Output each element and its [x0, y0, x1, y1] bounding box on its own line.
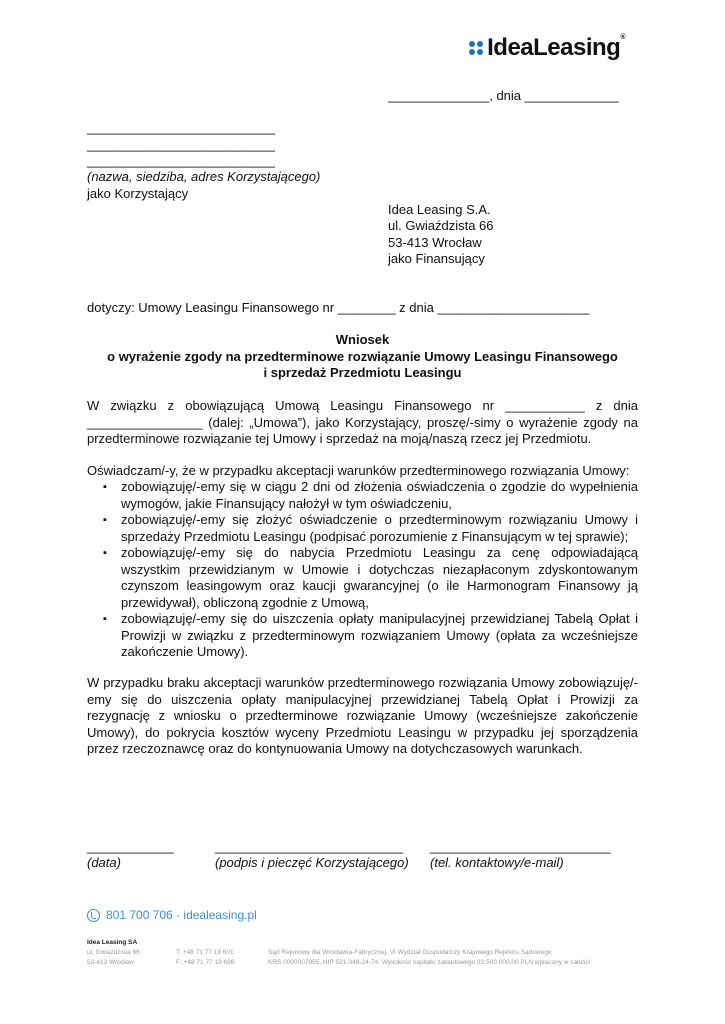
- title-line-3: i sprzedaż Przedmiotu Leasingu: [263, 365, 462, 380]
- footer-address-2: 53-413 Wrocław: [87, 959, 134, 966]
- date-label: (data): [87, 855, 121, 870]
- footer-tel: T: +48 71 77 19 601: [176, 949, 234, 956]
- list-item: ▪ zobowiązuję/-emy się złożyć oświadczenie o przedterminowym rozwiązaniu Umowy i sprzedaży Przedmiotu Leasingu (podpisać porozumienie z Finansującym w tej sprawie);: [87, 512, 638, 545]
- lessee-line-2: __________________________: [87, 137, 275, 152]
- brand-registered-mark: ®: [620, 34, 625, 41]
- footer-company: Idea Leasing SA: [87, 939, 138, 946]
- signature-line: __________________________: [215, 839, 403, 854]
- brand-logo: [469, 34, 625, 62]
- footer-fax: F: +48 71 77 19 696: [176, 959, 235, 966]
- subject-line: dotyczy: Umowy Leasingu Finansowego nr ________ z dnia _____________________: [87, 300, 590, 315]
- footer-company-block: [87, 938, 140, 968]
- signature-label: (podpis i pieczęć Korzystającego): [215, 855, 409, 870]
- footer-contact-text: 801 700 706 · idealeasing.pl: [106, 908, 257, 922]
- footer-krs: KRS 0000007955, NIP 521-348-24-74, Wysokość kapitału zakładowego 23.500.000,00 PLN wpłacony w całości: [268, 959, 591, 966]
- list-item: ▪ zobowiązuję/-emy się do nabycia Przedmiotu Leasingu za cenę odpowiadającą wszystkim przewidzianym w Umowie i dotychczas niezapłaconym zdyskontowanym czynszom leasingowym oraz kaucji gwarancyjnej (o ile Harmonogram Finansowy ją przewidywał), obliczoną zgodnie z Umową,: [87, 545, 638, 611]
- lessee-hint: (nazwa, siedziba, adres Korzystającego): [87, 169, 321, 184]
- declaration-text: Oświadczam/-y, że w przypadku akceptacji warunków przedterminowego rozwiązania Umowy:: [87, 463, 630, 478]
- lessor-role: jako Finansujący: [388, 251, 485, 266]
- lessor-street: ul. Gwiaździsta 66: [388, 218, 494, 233]
- footer-registry-block: [268, 948, 590, 968]
- lessor-name: Idea Leasing S.A.: [388, 202, 491, 217]
- phone-icon: [87, 909, 100, 922]
- place-date-line: ______________, dnia _____________: [388, 88, 619, 103]
- contact-label: (tel. kontaktowy/e-mail): [430, 855, 564, 870]
- obligations-list: [87, 479, 638, 661]
- footer-phone-block: [176, 948, 234, 968]
- contact-signature-line: _________________________: [430, 839, 611, 854]
- closing-paragraph: W przypadku braku akceptacji warunków przedterminowego rozwiązania Umowy zobowiązuję/-emy się do uiszczenia opłaty manipulacyjnej przewidzianej Tabelą Opłat i Prowizji za rezygnację z wniosku o przedterminowe rozwiązanie Umowy (wcześniejsze zakończenie Umowy), do pokrycia kosztów wyceny Przedmiotu Leasingu w przypadku jej sporządzenia przez rzeczoznawcę oraz do kontynuowania Umowy na dotychczasowych warunkach.: [87, 675, 638, 756]
- brand-name: IdeaLeasing: [487, 34, 621, 61]
- lessor-city: 53-413 Wrocław: [388, 235, 482, 250]
- list-item: ▪ zobowiązuję/-emy się w ciągu 2 dni od złożenia oświadczenia o zgodzie do wypełnienia wymogów, jakie Finansujący nałożył w tym oświadczeniu,: [87, 479, 638, 512]
- intro-paragraph: W związku z obowiązującą Umową Leasingu Finansowego nr ___________ z dnia ________________ (dalej: „Umowa”), jako Korzystający, proszę/-simy o wyrażenie zgody na przedterminowe rozwiązanie tej Umowy i sprzedaż na moją/naszą rzecz jej Przedmiotu.: [87, 398, 638, 446]
- lessee-line-3: __________________________: [87, 153, 275, 168]
- footer-contact: [87, 908, 257, 922]
- list-item: ▪ zobowiązuję/-emy się do uiszczenia opłaty manipulacyjnej przewidzianej Tabelą Opłat i Prowizji w związku z przedterminowym rozwiązaniem Umowy (opłata za wcześniejsze zakończenie Umowy).: [87, 611, 638, 661]
- date-signature-line: ____________: [87, 839, 174, 854]
- title-line-1: Wniosek: [335, 332, 390, 347]
- footer-address-1: ul. Gwiaździsta 66: [87, 949, 140, 956]
- title-line-2: o wyrażenie zgody na przedterminowe rozwiązanie Umowy Leasingu Finansowego: [107, 349, 618, 364]
- logo-dots-icon: [469, 41, 483, 55]
- lessee-role: jako Korzystający: [87, 186, 189, 201]
- footer-court: Sąd Rejonowy dla Wrocławia-Fabrycznej, VI Wydział Gospodarczy Krajowego Rejestru Sądowego: [268, 949, 552, 956]
- lessee-line-1: __________________________: [87, 120, 275, 135]
